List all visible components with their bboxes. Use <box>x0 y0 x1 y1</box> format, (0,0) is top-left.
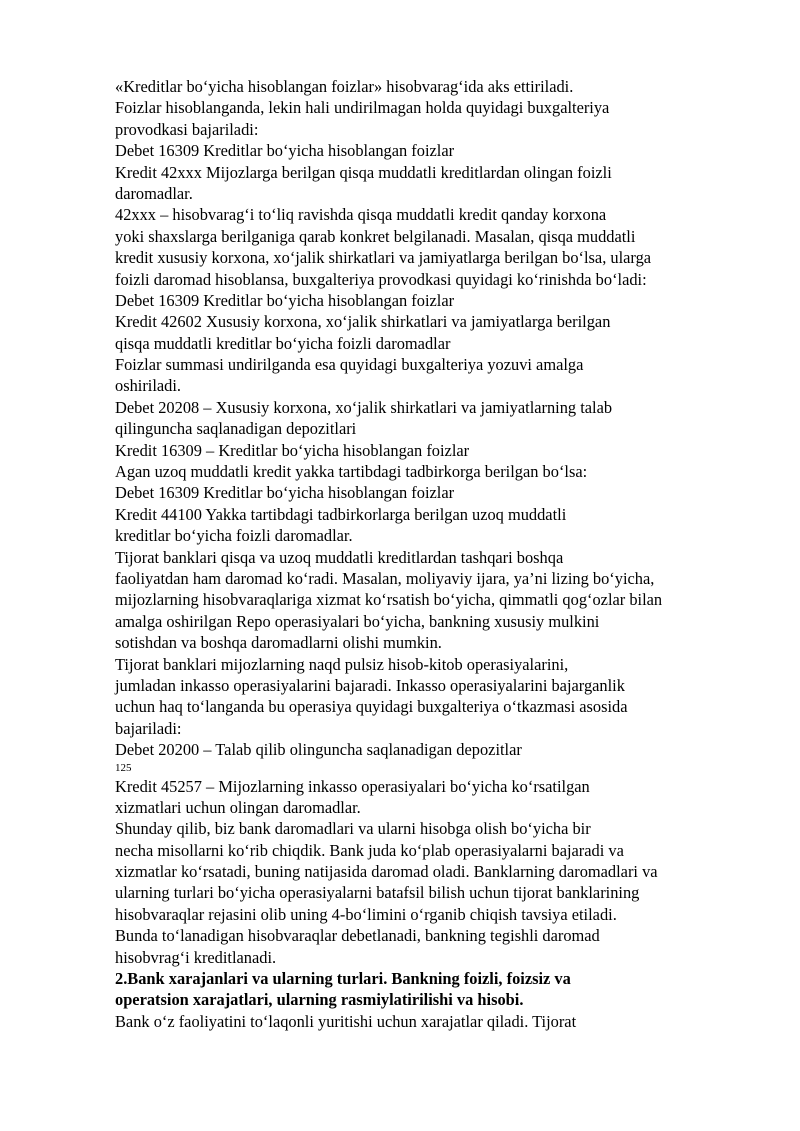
section-heading <box>115 968 755 1011</box>
paragraph-line: Bank o‘z faoliyatini to‘laqonli yuritishi uchun xarajatlar qiladi. Tijorat <box>115 1011 577 1031</box>
paragraph-line: faoliyatdan ham daromad ko‘radi. Masalan, moliyaviy ijara, ya’ni lizing bo‘yicha, <box>115 568 655 588</box>
paragraph-line: Tijorat banklari mijozlarning naqd pulsiz hisob-kitob operasiyalarini, <box>115 654 569 674</box>
paragraph-line: qilinguncha saqlanadigan depozitlari <box>115 419 357 439</box>
paragraph-line: Kredit 16309 – Kreditlar bo‘yicha hisoblangan foizlar <box>115 440 470 460</box>
paragraph-line: Agan uzoq muddatli kredit yakka tartibdagi tadbirkorga berilgan bo‘lsa: <box>115 462 588 482</box>
paragraph-line: hisobvaraqlar rejasini olib uning 4-bo‘limini o‘rganib chiqish tavsiya etiladi. <box>115 904 617 924</box>
paragraph-line: daromadlar. <box>115 183 193 203</box>
text-block-1 <box>115 76 755 761</box>
paragraph-line: Debet 20200 – Talab qilib olinguncha saqlanadigan depozitlar <box>115 740 522 760</box>
paragraph-line: Foizlar hisoblanganda, lekin hali undirilmagan holda quyidagi buxgalteriya <box>115 98 610 118</box>
heading-line: 2.Bank xarajanlari va ularning turlari. Bankning foizli, foizsiz va <box>115 969 571 989</box>
paragraph-line: oshiriladi. <box>115 376 182 396</box>
paragraph-line: ularning turlari bo‘yicha operasiyalarni batafsil bilish uchun tijorat banklarining <box>115 883 640 903</box>
paragraph-line: Foizlar summasi undirilganda esa quyidagi buxgalteriya yozuvi amalga <box>115 355 584 375</box>
paragraph-line: necha misollarni ko‘rib chiqdik. Bank juda ko‘plab operasiyalarni bajaradi va <box>115 840 624 860</box>
text-block-3 <box>115 1011 755 1032</box>
paragraph-line: Kredit 44100 Yakka tartibdagi tadbirkorlarga berilgan uzoq muddatli <box>115 504 567 524</box>
paragraph-line: Debet 16309 Kreditlar bo‘yicha hisoblangan foizlar <box>115 141 455 161</box>
paragraph-line: Bunda to‘lanadigan hisobvaraqlar debetlanadi, bankning tegishli daromad <box>115 926 600 946</box>
heading-line: operatsion xarajatlari, ularning rasmiylatirilishi va hisobi. <box>115 990 524 1010</box>
page-number: 125 <box>115 761 132 774</box>
paragraph-line: kredit xususiy korxona, xo‘jalik shirkatlari va jamiyatlarga berilgan bo‘lsa, ularga <box>115 248 652 268</box>
paragraph-line: sotishdan va boshqa daromadlarni olishi mumkin. <box>115 633 442 653</box>
document-page <box>115 76 755 1032</box>
paragraph-line: bajariladi: <box>115 718 182 738</box>
paragraph-line: hisobvrag‘i kreditlanadi. <box>115 947 277 967</box>
paragraph-line: yoki shaxslarga berilganiga qarab konkret belgilanadi. Masalan, qisqa muddatli <box>115 226 636 246</box>
paragraph-line: 42xxx – hisobvarag‘i to‘liq ravishda qisqa muddatli kredit qanday korxona <box>115 205 607 225</box>
paragraph-line: Debet 20208 – Xususiy korxona, xo‘jalik shirkatlari va jamiyatlarning talab <box>115 397 613 417</box>
paragraph-line: foizli daromad hisoblansa, buxgalteriya provodkasi quyidagi ko‘rinishda bo‘ladi: <box>115 269 647 289</box>
paragraph-line: kreditlar bo‘yicha foizli daromadlar. <box>115 526 353 546</box>
paragraph-line: uchun haq to‘langanda bu operasiya quyidagi buxgalteriya o‘tkazmasi asosida <box>115 697 628 717</box>
paragraph-line: xizmatlar ko‘rsatadi, buning natijasida daromad oladi. Banklarning daromadlari va <box>115 862 658 882</box>
paragraph-line: Debet 16309 Kreditlar bo‘yicha hisoblangan foizlar <box>115 290 455 310</box>
paragraph-line: Kredit 45257 – Mijozlarning inkasso operasiyalari bo‘yicha ko‘rsatilgan <box>115 776 590 796</box>
paragraph-line: Kredit 42xxx Mijozlarga berilgan qisqa muddatli kreditlardan olingan foizli <box>115 162 612 182</box>
paragraph-line: amalga oshirilgan Repo operasiyalari bo‘yicha, bankning xususiy mulkini <box>115 611 600 631</box>
paragraph-line: mijozlarning hisobvaraqlariga xizmat ko‘rsatish bo‘yicha, qimmatli qog‘ozlar bilan <box>115 590 663 610</box>
paragraph-line: provodkasi bajariladi: <box>115 119 259 139</box>
paragraph-line: Kredit 42602 Xususiy korxona, xo‘jalik shirkatlari va jamiyatlarga berilgan <box>115 312 611 332</box>
paragraph-line: xizmatlari uchun olingan daromadlar. <box>115 797 361 817</box>
paragraph-line: Shunday qilib, biz bank daromadlari va ularni hisobga olish bo‘yicha bir <box>115 819 591 839</box>
text-block-2 <box>115 776 755 969</box>
paragraph-line: Tijorat banklari qisqa va uzoq muddatli kreditlardan tashqari boshqa <box>115 547 564 567</box>
paragraph-line: jumladan inkasso operasiyalarini bajaradi. Inkasso operasiyalarini bajarganlik <box>115 675 625 695</box>
paragraph-line: qisqa muddatli kreditlar bo‘yicha foizli daromadlar <box>115 333 451 353</box>
paragraph-line: Debet 16309 Kreditlar bo‘yicha hisoblangan foizlar <box>115 483 455 503</box>
paragraph-line: «Kreditlar bo‘yicha hisoblangan foizlar» hisobvarag‘ida aks ettiriladi. <box>115 77 574 96</box>
